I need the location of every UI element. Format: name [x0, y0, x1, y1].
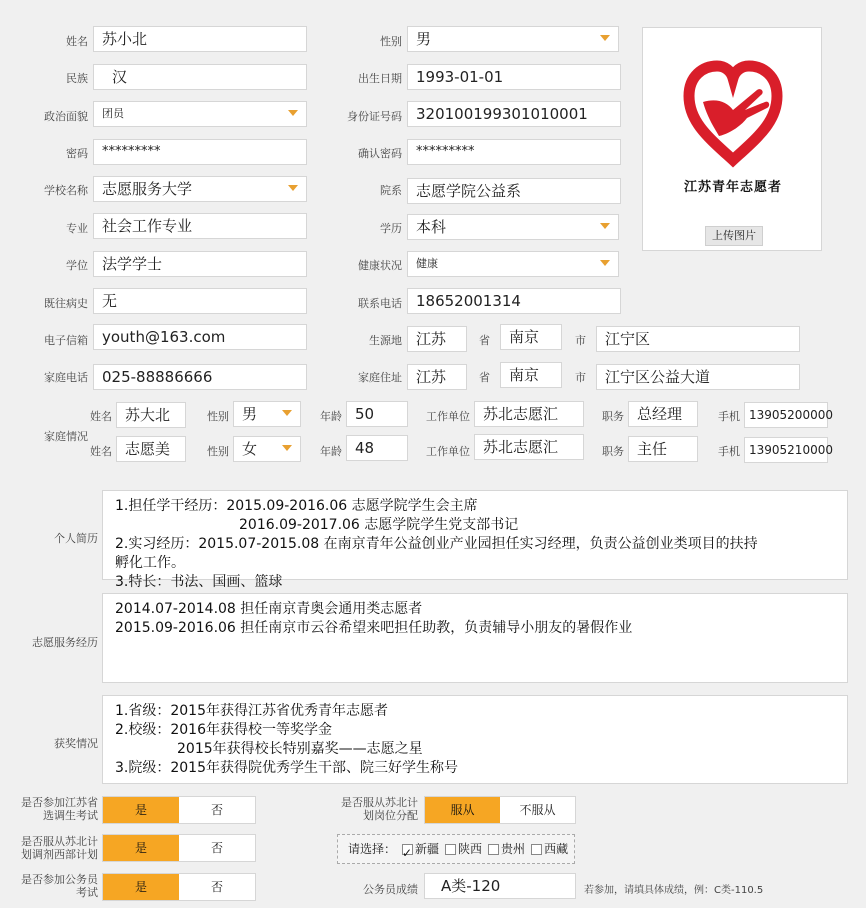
- awards-line: 2.校级：2016年获得校一等奖学金: [115, 722, 332, 738]
- family-1-name-label: 姓名: [90, 410, 112, 423]
- civil-score-label: 公务员成绩: [363, 883, 418, 896]
- gender-select[interactable]: [407, 26, 619, 52]
- birthdate-input[interactable]: 1993-01-01: [407, 64, 621, 90]
- political-value: 团员: [102, 107, 124, 120]
- q4-label: [6, 873, 98, 899]
- home-phone-label: 家庭电话: [44, 371, 88, 384]
- confirm-password-label: 确认密码: [358, 147, 402, 160]
- confirm-password-input[interactable]: *********: [407, 139, 621, 165]
- family-2-age-label: 年龄: [320, 445, 342, 458]
- resume-line: 2.实习经历：2015.07-2015.08 在南京青年公益创业产业园担任实习经理，负责公益创业类项目的扶持: [115, 536, 758, 552]
- family-1-gender-value: 男: [242, 405, 258, 423]
- home-address-province-input[interactable]: 江苏: [407, 364, 467, 390]
- email-label: 电子信箱: [44, 334, 88, 347]
- origin-city-unit: 市: [575, 334, 586, 347]
- q2-label: [320, 796, 418, 822]
- q2-not-obey-option[interactable]: 不服从: [519, 803, 556, 817]
- family-1-position-input[interactable]: 总经理: [628, 401, 698, 427]
- family-1-position-label: 职务: [602, 410, 624, 423]
- volunteer-line: 2015.09-2016.06 担任南京市云谷希望来吧担任助教，负责辅导小朋友的暑假作业: [115, 620, 633, 636]
- family-2-mobile-label: 手机: [718, 445, 740, 458]
- health-value: 健康: [416, 257, 438, 270]
- password-input[interactable]: *********: [93, 139, 307, 165]
- political-label: 政治面貌: [44, 110, 88, 123]
- volunteer-textarea[interactable]: [102, 593, 848, 683]
- home-address-city-unit: 市: [575, 371, 586, 384]
- q1-no-option[interactable]: 否: [210, 803, 223, 817]
- school-value: 志愿服务大学: [102, 180, 193, 198]
- email-input[interactable]: youth@163.com: [93, 324, 307, 350]
- awards-line: 2015年获得校长特别嘉奖——志愿之星: [177, 741, 423, 757]
- q1-label: [6, 796, 98, 822]
- home-address-detail-input[interactable]: 江宁区公益大道: [596, 364, 800, 390]
- family-2-gender-value: 女: [242, 440, 258, 458]
- volunteer-line: 2014.07-2014.08 担任南京青奥会通用类志愿者: [115, 601, 423, 617]
- family-2-position-input[interactable]: 主任: [628, 436, 698, 462]
- q3-yes-option[interactable]: 是: [103, 835, 179, 861]
- chevron-down-icon: [288, 110, 298, 116]
- q1-toggle: [102, 796, 256, 824]
- department-label: 院系: [380, 184, 402, 197]
- phone-label: 联系电话: [358, 297, 402, 310]
- chevron-down-icon: [600, 35, 610, 41]
- home-address-city-input[interactable]: 南京: [500, 362, 562, 388]
- chevron-down-icon: [600, 223, 610, 229]
- origin-label: 生源地: [369, 334, 402, 347]
- resume-line: 孵化工作。: [115, 555, 185, 571]
- ethnicity-input[interactable]: 汉: [93, 64, 307, 90]
- awards-textarea[interactable]: [102, 695, 848, 784]
- family-1-work-label: 工作单位: [426, 410, 470, 423]
- education-label: 学历: [380, 222, 402, 235]
- chevron-down-icon: [288, 185, 298, 191]
- civil-score-note: 若参加，请填具体成绩，例：C类-110.5: [584, 885, 764, 896]
- awards-line: 3.院级：2015年获得院优秀学生干部、院三好学生称号: [115, 760, 458, 776]
- degree-input[interactable]: 法学学士: [93, 251, 307, 277]
- q3-label: [6, 835, 98, 861]
- family-1-age-input[interactable]: 50: [346, 401, 408, 427]
- family-1-work-input[interactable]: 苏北志愿汇: [474, 401, 584, 427]
- chevron-down-icon: [282, 445, 292, 451]
- q2-label-line1: 是否服从苏北计: [341, 796, 418, 809]
- checkbox-shaanxi[interactable]: [445, 844, 456, 855]
- region-option-label: 陕西: [458, 842, 483, 856]
- name-label: 姓名: [66, 35, 88, 48]
- major-label: 专业: [66, 222, 88, 235]
- home-phone-input[interactable]: 025-88886666: [93, 364, 307, 390]
- family-2-age-input[interactable]: 48: [346, 435, 408, 461]
- family-2-work-input[interactable]: 苏北志愿汇: [474, 434, 584, 460]
- checkbox-guizhou[interactable]: [488, 844, 499, 855]
- heart-logo-icon: [683, 62, 783, 166]
- resume-line: 2016.09-2017.06 志愿学院学生党支部书记: [239, 517, 519, 533]
- family-label: 家庭情况: [44, 430, 88, 443]
- q1-yes-option[interactable]: 是: [103, 797, 179, 823]
- upload-image-button[interactable]: 上传图片: [705, 226, 763, 246]
- civil-score-input[interactable]: A类-120: [424, 873, 576, 899]
- resume-textarea[interactable]: [102, 490, 848, 590]
- resume-label: 个人简历: [54, 532, 98, 545]
- family-2-name-label: 姓名: [90, 445, 112, 458]
- q1-label-line2: 选调生考试: [43, 809, 98, 822]
- region-option-label: 西藏: [544, 842, 569, 856]
- family-1-mobile-input[interactable]: 13905200000: [744, 402, 828, 428]
- q1-label-line1: 是否参加江苏省: [21, 796, 98, 809]
- q3-toggle: [102, 834, 256, 862]
- history-label: 既往病史: [44, 297, 88, 310]
- chevron-down-icon: [282, 410, 292, 416]
- school-select[interactable]: [93, 176, 307, 202]
- gender-label: 性别: [380, 35, 402, 48]
- family-1-gender-label: 性别: [207, 410, 229, 423]
- origin-province-unit: 省: [479, 334, 490, 347]
- id-number-input[interactable]: 320100199301010001: [407, 101, 621, 127]
- home-address-province-unit: 省: [479, 371, 490, 384]
- family-2-work-label: 工作单位: [426, 445, 470, 458]
- checkbox-xinjiang[interactable]: [402, 844, 413, 855]
- q4-no-option[interactable]: 否: [210, 880, 223, 894]
- origin-province-input[interactable]: 江苏: [407, 326, 467, 352]
- family-1-gender-select[interactable]: [233, 401, 301, 427]
- id-number-label: 身份证号码: [347, 110, 402, 123]
- q4-label-line2: 考试: [76, 886, 98, 899]
- school-label: 学校名称: [44, 184, 88, 197]
- q2-toggle: [424, 796, 576, 824]
- ethnicity-label: 民族: [66, 72, 88, 85]
- awards-line: 1.省级：2015年获得江苏省优秀青年志愿者: [115, 703, 388, 719]
- degree-label: 学位: [66, 259, 88, 272]
- q4-yes-option[interactable]: 是: [103, 874, 179, 900]
- chevron-down-icon: [600, 260, 610, 266]
- family-2-position-label: 职务: [602, 445, 624, 458]
- family-1-mobile-label: 手机: [718, 410, 740, 423]
- family-1-name-input[interactable]: 苏大北: [116, 402, 186, 428]
- region-option-label: 新疆: [415, 842, 440, 856]
- family-2-gender-label: 性别: [207, 445, 229, 458]
- family-2-gender-select[interactable]: [233, 436, 301, 462]
- name-input[interactable]: 苏小北: [93, 26, 307, 52]
- history-input[interactable]: 无: [93, 288, 307, 314]
- q4-label-line1: 是否参加公务员: [21, 873, 98, 886]
- region-checkbox-group: [337, 834, 575, 864]
- origin-district-input[interactable]: 江宁区: [596, 326, 800, 352]
- q2-label-line2: 划岗位分配: [363, 809, 418, 822]
- health-select[interactable]: [407, 251, 619, 277]
- region-option-label: 贵州: [501, 842, 526, 856]
- health-label: 健康状况: [358, 259, 402, 272]
- family-2-mobile-input[interactable]: 13905210000: [744, 437, 828, 463]
- home-address-label: 家庭住址: [358, 371, 402, 384]
- q4-toggle: [102, 873, 256, 901]
- q3-label-line2: 划调剂西部计划: [21, 848, 98, 861]
- department-input[interactable]: 志愿学院公益系: [407, 178, 621, 204]
- political-select[interactable]: [93, 101, 307, 127]
- origin-city-input[interactable]: 南京: [500, 324, 562, 350]
- q3-label-line1: 是否服从苏北计: [21, 835, 98, 848]
- family-2-name-input[interactable]: 志愿美: [116, 436, 186, 462]
- education-value: 本科: [416, 218, 447, 236]
- checkbox-tibet[interactable]: [531, 844, 542, 855]
- resume-line: 3.特长：书法、国画、篮球: [115, 574, 283, 590]
- photo-panel: [642, 27, 822, 251]
- q3-no-option[interactable]: 否: [210, 841, 223, 855]
- awards-label: 获奖情况: [54, 737, 98, 750]
- volunteer-label: 志愿服务经历: [32, 636, 98, 649]
- phone-input[interactable]: 18652001314: [407, 288, 621, 314]
- resume-line: 1.担任学干经历：2015.09-2016.06 志愿学院学生会主席: [115, 498, 478, 514]
- birthdate-label: 出生日期: [358, 72, 402, 85]
- password-label: 密码: [66, 147, 88, 160]
- region-prompt: 请选择：: [348, 842, 397, 856]
- gender-value: 男: [416, 30, 432, 48]
- q2-obey-option[interactable]: 服从: [425, 797, 500, 823]
- family-1-age-label: 年龄: [320, 410, 342, 423]
- org-name-text: 江苏青年志愿者: [683, 180, 782, 195]
- education-select[interactable]: [407, 214, 619, 240]
- major-input[interactable]: 社会工作专业: [93, 213, 307, 239]
